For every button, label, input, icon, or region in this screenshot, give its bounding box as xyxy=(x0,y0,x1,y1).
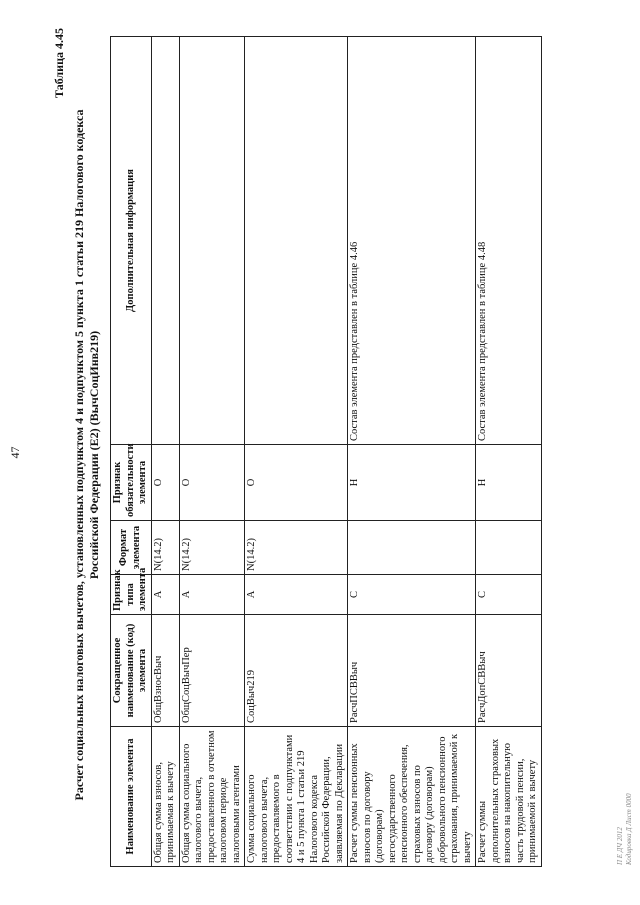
cell-type: С xyxy=(476,575,542,615)
cell-format: N(14.2) xyxy=(179,521,245,575)
scan-stamp xyxy=(616,793,634,865)
table-row xyxy=(179,37,245,867)
table-header-row xyxy=(111,37,152,867)
cell-name: Расчет суммы дополнительных страховых взносов на накопительную часть трудовой пенсии, принимаемой к вычету xyxy=(476,727,542,867)
cell-format: N(14.2) xyxy=(151,521,179,575)
cell-code: СоцВыч219 xyxy=(245,615,348,727)
cell-format: N(14.2) xyxy=(245,521,348,575)
header-name: Наименование элемента xyxy=(111,727,152,867)
cell-name: Общая сумма взносов, принимаемая к вычету xyxy=(151,727,179,867)
cell-name: Общая сумма социального налогового вычета, предоставленного в отчетном налоговом периоде налоговыми агентами xyxy=(179,727,245,867)
cell-name: Сумма социального налогового вычета, предоставляемого в соответствии с подпунктами 4 и 5 пункта 1 статьи 219 Налогового кодекса Российской Федерации, заявляемая по Декларации xyxy=(245,727,348,867)
cell-required: Н xyxy=(348,445,476,521)
cell-type: А xyxy=(245,575,348,615)
cell-type: А xyxy=(151,575,179,615)
cell-format xyxy=(476,521,542,575)
header-code: Сокращенное наименование (код) элемента xyxy=(111,615,152,727)
cell-required: О xyxy=(245,445,348,521)
table-row xyxy=(348,37,476,867)
table-row xyxy=(151,37,179,867)
cell-info: Состав элемента представлен в таблице 4.46 xyxy=(348,37,476,445)
cell-format xyxy=(348,521,476,575)
stamp-line: Кодировка Д Лист 0000 xyxy=(625,793,633,865)
cell-code: РасчПСВВыч xyxy=(348,615,476,727)
stamp-line: П Е ДЧ 2012 xyxy=(616,827,624,865)
header-info: Дополнительная информация xyxy=(111,37,152,445)
table-caption: Расчет социальных налоговых вычетов, установленных подпунктом 4 и подпунктом 5 пункта 1 статьи 219 Налогового кодекса Российской Федерации (Е2) (ВычСоцИнв219) xyxy=(72,109,101,801)
cell-required: О xyxy=(151,445,179,521)
cell-info xyxy=(151,37,179,445)
cell-info xyxy=(179,37,245,445)
cell-code: ОбщВзносВыч xyxy=(151,615,179,727)
header-required: Признак обязательности элемента xyxy=(111,445,152,521)
table-row xyxy=(476,37,542,867)
cell-required: О xyxy=(179,445,245,521)
cell-info: Состав элемента представлен в таблице 4.48 xyxy=(476,37,542,445)
cell-code: ОбщСоцВычПер xyxy=(179,615,245,727)
element-spec-table xyxy=(110,36,542,867)
cell-type: С xyxy=(348,575,476,615)
cell-name: Расчет суммы пенсионных взносов по договору (договорам) негосударственного пенсионного обеспечения, страховых взносов по договору (договорам) добровольного пенсионного страхования, принимаемой к вычету xyxy=(348,727,476,867)
cell-type: А xyxy=(179,575,245,615)
table-row xyxy=(245,37,348,867)
header-format: Формат элемента xyxy=(111,521,152,575)
cell-required: Н xyxy=(476,445,542,521)
table-label: Таблица 4.45 xyxy=(52,28,66,98)
header-type: Признак типа элемента xyxy=(111,575,152,615)
cell-info xyxy=(245,37,348,445)
page-number: 47 xyxy=(8,446,22,459)
cell-code: РасчДопСВВыч xyxy=(476,615,542,727)
